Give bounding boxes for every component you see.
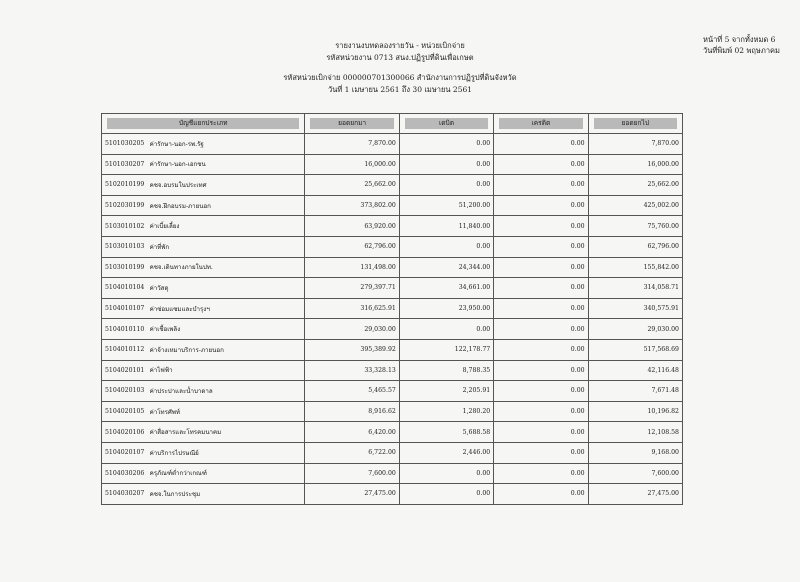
account-name: ค่าสื่อสารและโทรคมนาคม <box>147 422 305 443</box>
closing-balance: 7,671.48 <box>588 381 682 402</box>
page-info <box>703 34 780 56</box>
opening-balance: 5,465.57 <box>305 381 399 402</box>
table-row <box>102 298 683 319</box>
credit: 0.00 <box>494 175 588 196</box>
opening-balance: 62,796.00 <box>305 236 399 257</box>
closing-balance: 12,108.58 <box>588 422 682 443</box>
table-row <box>102 422 683 443</box>
opening-balance: 33,328.13 <box>305 360 399 381</box>
debit: 23,950.00 <box>399 298 493 319</box>
report-title: รายงานงบทดลองรายวัน - หน่วยเบิกจ่าย <box>335 41 465 50</box>
debit: 2,446.00 <box>399 442 493 463</box>
closing-balance: 75,760.00 <box>588 216 682 237</box>
credit: 0.00 <box>494 298 588 319</box>
opening-balance: 25,662.00 <box>305 175 399 196</box>
debit: 0.00 <box>399 484 493 505</box>
account-name: ค่ารักษา-นอก-รพ.รัฐ <box>147 134 305 155</box>
opening-balance: 131,498.00 <box>305 257 399 278</box>
credit: 0.00 <box>494 236 588 257</box>
account-code: 5104020101 <box>102 360 147 381</box>
opening-balance: 8,916.62 <box>305 401 399 422</box>
credit: 0.00 <box>494 360 588 381</box>
table-row <box>102 257 683 278</box>
debit: 34,661.00 <box>399 278 493 299</box>
account-code: 5102030199 <box>102 195 147 216</box>
table-row <box>102 463 683 484</box>
debit: 0.00 <box>399 154 493 175</box>
opening-balance: 373,802.00 <box>305 195 399 216</box>
opening-balance: 395,389.92 <box>305 339 399 360</box>
debit: 5,688.58 <box>399 422 493 443</box>
account-name: ค่าซ่อมแซมและบำรุงฯ <box>147 298 305 319</box>
credit: 0.00 <box>494 463 588 484</box>
closing-balance: 27,475.00 <box>588 484 682 505</box>
account-name: ค่าที่พัก <box>147 236 305 257</box>
debit: 1,280.20 <box>399 401 493 422</box>
table-row <box>102 401 683 422</box>
debit: 2,205.91 <box>399 381 493 402</box>
opening-balance: 316,625.91 <box>305 298 399 319</box>
debit: 0.00 <box>399 319 493 340</box>
opening-balance: 27,475.00 <box>305 484 399 505</box>
table-row <box>102 442 683 463</box>
opening-balance: 6,722.00 <box>305 442 399 463</box>
credit: 0.00 <box>494 195 588 216</box>
header-credit: เครดิต <box>494 114 588 134</box>
account-name: ค่าจ้างเหมาบริการ-ภายนอก <box>147 339 305 360</box>
header-opening: ยอดยกมา <box>305 114 399 134</box>
credit: 0.00 <box>494 484 588 505</box>
account-code: 5103010102 <box>102 216 147 237</box>
credit: 0.00 <box>494 257 588 278</box>
credit: 0.00 <box>494 422 588 443</box>
table-row <box>102 236 683 257</box>
account-code: 5104020107 <box>102 442 147 463</box>
trial-balance-table <box>101 113 683 505</box>
closing-balance: 314,058.71 <box>588 278 682 299</box>
table-row <box>102 278 683 299</box>
credit: 0.00 <box>494 442 588 463</box>
table-row <box>102 484 683 505</box>
credit: 0.00 <box>494 339 588 360</box>
account-name: ค่าไฟฟ้า <box>147 360 305 381</box>
credit: 0.00 <box>494 381 588 402</box>
closing-balance: 25,662.00 <box>588 175 682 196</box>
credit: 0.00 <box>494 278 588 299</box>
table-row <box>102 154 683 175</box>
account-code: 5102010199 <box>102 175 147 196</box>
debit: 0.00 <box>399 463 493 484</box>
table-header-row <box>102 114 683 134</box>
account-name: ค่าเชื้อเพลิง <box>147 319 305 340</box>
credit: 0.00 <box>494 216 588 237</box>
account-code: 5104030207 <box>102 484 147 505</box>
opening-balance: 279,397.71 <box>305 278 399 299</box>
table-row <box>102 319 683 340</box>
account-name: ค่าวัสดุ <box>147 278 305 299</box>
debit: 24,344.00 <box>399 257 493 278</box>
agency-code: รหัสหน่วยงาน 0713 สนง.ปฏิรูปที่ดินเพื่อเกษต <box>326 53 474 62</box>
account-name: ค่าโทรศัพท์ <box>147 401 305 422</box>
account-code: 5104010112 <box>102 339 147 360</box>
closing-balance: 517,568.69 <box>588 339 682 360</box>
table-row <box>102 360 683 381</box>
closing-balance: 42,116.48 <box>588 360 682 381</box>
closing-balance: 155,842.00 <box>588 257 682 278</box>
closing-balance: 29,030.00 <box>588 319 682 340</box>
account-name: คชจ.เดินทางภายในปท. <box>147 257 305 278</box>
account-code: 5104010104 <box>102 278 147 299</box>
table-row <box>102 339 683 360</box>
credit: 0.00 <box>494 401 588 422</box>
account-code: 5103010103 <box>102 236 147 257</box>
closing-balance: 9,168.00 <box>588 442 682 463</box>
account-code: 5104010107 <box>102 298 147 319</box>
disbursement-unit: รหัสหน่วยเบิกจ่าย 000000701300066 สำนักงานการปฏิรูปที่ดินจังหวัด <box>283 73 517 82</box>
account-name: คชจ.ในการประชุม <box>147 484 305 505</box>
date-range: วันที่ 1 เมษายน 2561 ถึง 30 เมษายน 2561 <box>327 85 473 94</box>
opening-balance: 29,030.00 <box>305 319 399 340</box>
opening-balance: 7,600.00 <box>305 463 399 484</box>
table-row <box>102 216 683 237</box>
account-code: 5104020106 <box>102 422 147 443</box>
credit: 0.00 <box>494 134 588 155</box>
closing-balance: 340,575.91 <box>588 298 682 319</box>
account-name: ครุภัณฑ์ต่ำกว่าเกณฑ์ <box>147 463 305 484</box>
header-debit: เดบิต <box>399 114 493 134</box>
page-number: หน้าที่ 5 จากทั้งหมด 6 <box>703 35 776 44</box>
account-code: 5101030207 <box>102 154 147 175</box>
debit: 51,200.00 <box>399 195 493 216</box>
table-row <box>102 195 683 216</box>
debit: 11,840.00 <box>399 216 493 237</box>
account-name: ค่ารักษา-นอก-เอกชน <box>147 154 305 175</box>
account-name: ค่าประปาและน้ำบาดาล <box>147 381 305 402</box>
credit: 0.00 <box>494 154 588 175</box>
account-code: 5104020105 <box>102 401 147 422</box>
account-name: คชจ.ฝึกอบรม-ภายนอก <box>147 195 305 216</box>
credit: 0.00 <box>494 319 588 340</box>
table-row <box>102 381 683 402</box>
closing-balance: 10,196.82 <box>588 401 682 422</box>
debit: 122,178.77 <box>399 339 493 360</box>
opening-balance: 16,000.00 <box>305 154 399 175</box>
account-code: 5104030206 <box>102 463 147 484</box>
debit: 0.00 <box>399 175 493 196</box>
account-code: 5104010110 <box>102 319 147 340</box>
table-row <box>102 134 683 155</box>
account-code: 5103010199 <box>102 257 147 278</box>
closing-balance: 16,000.00 <box>588 154 682 175</box>
opening-balance: 6,420.00 <box>305 422 399 443</box>
print-date: วันที่พิมพ์ 02 พฤษภาคม <box>703 46 780 55</box>
debit: 8,788.35 <box>399 360 493 381</box>
opening-balance: 63,920.00 <box>305 216 399 237</box>
closing-balance: 7,600.00 <box>588 463 682 484</box>
closing-balance: 7,870.00 <box>588 134 682 155</box>
account-code: 5104020103 <box>102 381 147 402</box>
account-code: 5101030205 <box>102 134 147 155</box>
opening-balance: 7,870.00 <box>305 134 399 155</box>
report-header <box>260 40 540 96</box>
account-name: ค่าเบี้ยเลี้ยง <box>147 216 305 237</box>
debit: 0.00 <box>399 134 493 155</box>
header-closing: ยอดยกไป <box>588 114 682 134</box>
closing-balance: 62,796.00 <box>588 236 682 257</box>
table-row <box>102 175 683 196</box>
closing-balance: 425,002.00 <box>588 195 682 216</box>
account-name: ค่าบริการไปรษณีย์ <box>147 442 305 463</box>
header-account: บัญชีแยกประเภท <box>102 114 305 134</box>
debit: 0.00 <box>399 236 493 257</box>
account-name: คชจ.อบรมในประเทศ <box>147 175 305 196</box>
